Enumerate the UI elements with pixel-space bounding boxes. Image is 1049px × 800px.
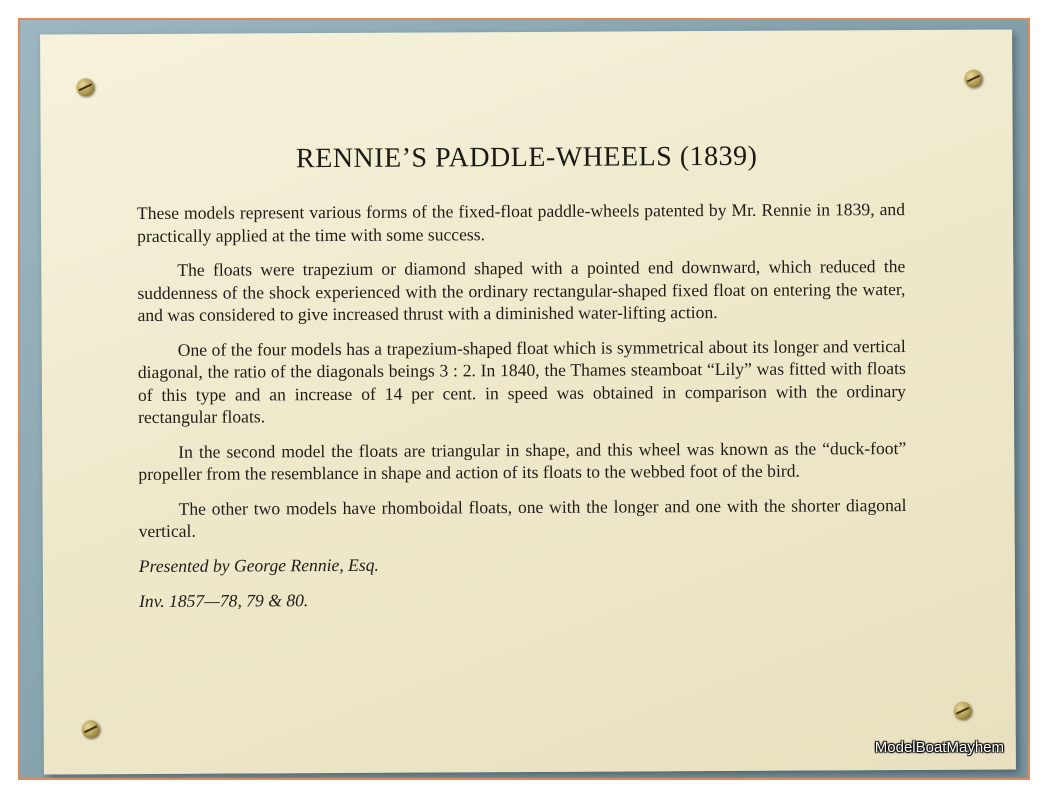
plaque-title: RENNIE’S PADDLE-WHEELS (1839) bbox=[295, 140, 758, 175]
watermark-text: ModelBoatMayhem bbox=[874, 739, 1004, 756]
paragraph-first-model: One of the four models has a trapezium-shaped float which is symmetrical about its longer and vertical diagonal, the ratio of the diagonals beings 3 : 2. In 1840, the Thames steamboat “Lily” was fitted with floats of this type and an increase of 14 per cent. in speed was obtained in comparison with the ordinary rectangular floats. bbox=[137, 335, 906, 428]
screw-bottom-left-icon bbox=[82, 720, 100, 738]
credit-inventory-number: Inv. 1857—78, 79 & 80. bbox=[138, 589, 309, 611]
screw-bottom-right-icon bbox=[954, 702, 972, 720]
credit-presented-by: Presented by George Rennie, Esq. bbox=[138, 554, 379, 576]
screw-top-left-icon bbox=[76, 78, 94, 96]
plaque-body bbox=[137, 198, 907, 625]
paragraph-other-models: The other two models have rhomboidal floats, one with the longer and one with the shorter diagonal vertical. bbox=[138, 494, 907, 542]
photo-frame bbox=[18, 18, 1030, 780]
paragraph-second-model: In the second model the floats are triangular in shape, and this wheel was known as the “duck-foot” propeller from the resemblance in shape and action of its floats to the webbed foot of the bird. bbox=[138, 437, 907, 485]
paragraph-floats: The floats were trapezium or diamond shaped with a pointed end downward, which reduced the suddenness of the shock experienced with the ordinary rectangular-shaped fixed float on entering the water, and was considered to give increased thrust with a diminished water-lifting action. bbox=[137, 256, 906, 326]
museum-plaque bbox=[40, 29, 1016, 774]
paragraph-intro: These models represent various forms of the fixed-float paddle-wheels patented by Mr. Rennie in 1839, and practically applied at the time with some success. bbox=[136, 199, 906, 246]
screw-top-right-icon bbox=[964, 70, 982, 88]
